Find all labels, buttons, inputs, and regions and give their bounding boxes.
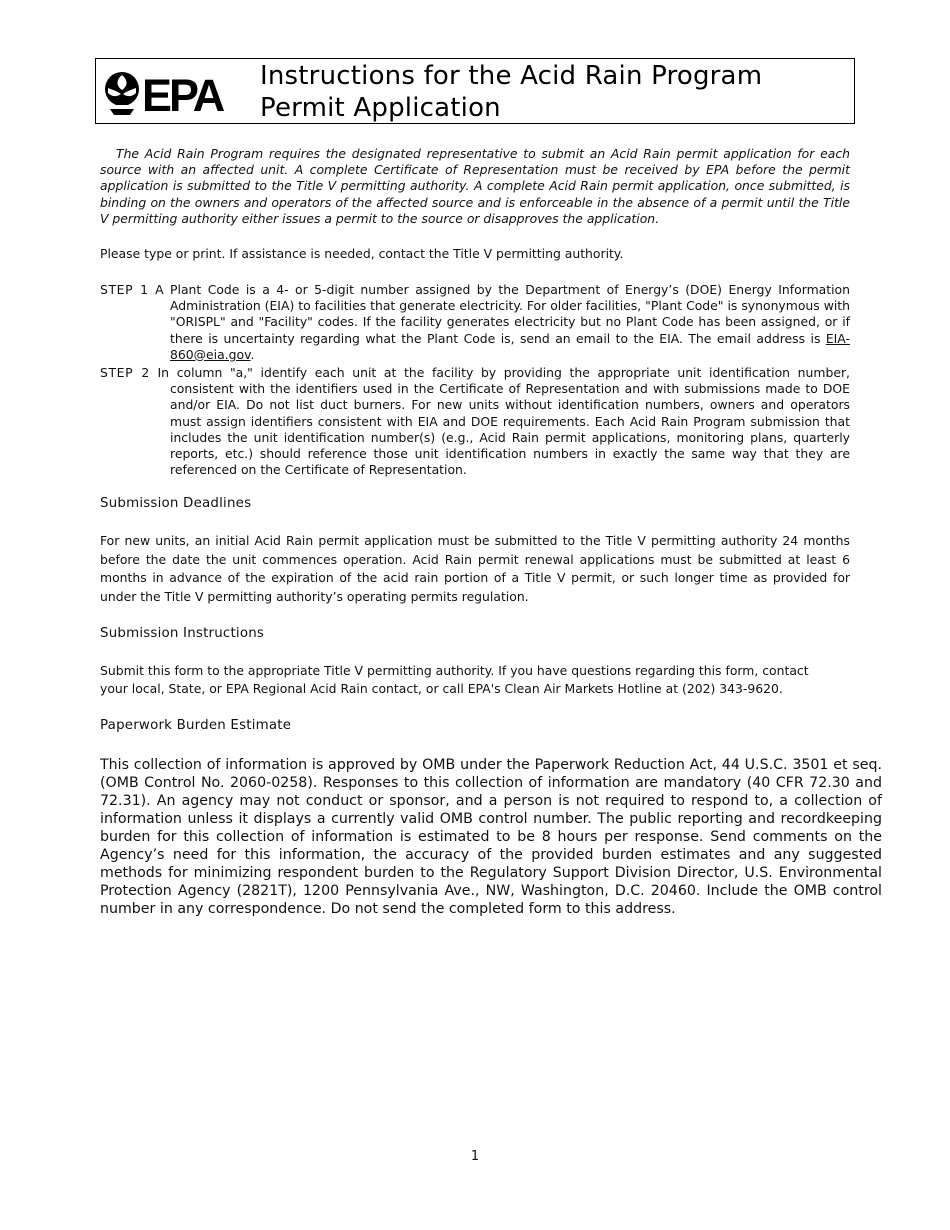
document-header [95,58,855,124]
epa-logo-text: EPA [142,70,223,115]
paperwork-burden-text: This collection of information is approved by OMB under the Paperwork Reduction Act, 44 U.S.C. 3501 et seq. (OMB Control No. 2060-0258). Responses to this collection of information are mandatory (40 CFR 72.30 and 72.31). An agency may not conduct or sponsor, and a person is not required to respond to, a collection of information unless it displays a currently valid OMB control number. The public reporting and recordkeeping burden for this collection of information is estimated to be 8 hours per response. Send comments on the Agency’s need for this information, the accuracy of the provided burden estimates and any suggested methods for minimizing respondent burden to the Regulatory Support Division Director, U.S. Environmental Protection Agency (2821T), 1200 Pennsylvania Ave., NW, Washington, D.C. 20460. Include the OMB control number in any correspondence. Do not send the completed form to this address. [100,757,882,917]
epa-logo [102,69,226,115]
step-2 [100,365,850,478]
step-1-text-end: . [250,346,255,362]
step-1-text: A Plant Code is a 4- or 5-digit number assigned by the Department of Energy’s (DOE) Energy Information Administration (EIA) to facilities that generate electricity. For older facilities, "Plant Code" is synonymous with "ORISPL" and "Facility" codes. If the facility generates electricity but no Plant Code has been assigned, or if there is uncertainty regarding what the Plant Code is, send an email to the EIA. The email address is [155,282,850,346]
submission-instructions-text: Submit this form to the appropriate Title V permitting authority. If you have questions regarding this form, contact your local, State, or EPA Regional Acid Rain contact, or call EPA's Clean Air Markets Hotline at (202) 343-9620. [100,663,809,696]
page-number: 1 [470,1149,480,1164]
step-1-label: STEP 1 [100,282,149,297]
submission-instructions-heading: Submission Instructions [100,626,265,641]
submission-deadlines-text: For new units, an initial Acid Rain permit application must be submitted to the Title V permitting authority 24 months before the date the unit commences operation. Acid Rain permit renewal applications must be submitted at least 6 months in advance of the expiration of the acid rain portion of a Title V permit, or such longer time as provided for under the Title V permitting authority’s operating permits regulation. [100,533,850,604]
title-line-2: Permit Application [260,93,501,123]
eia-email-link[interactable]: EIA-860@eia.gov [170,330,850,362]
step-2-text: In column "a," identify each unit at the facility by providing the appropriate unit identification number, consistent with the identifiers used in the Certificate of Representation and with submissions made to DOE and/or EIA. Do not list duct burners. For new units without identification numbers, owners and operators must assign identifiers consistent with EIA and DOE requirements. Each Acid Rain Program submission that includes the unit identification number(s) (e.g., Acid Rain permit applications, monitoring plans, quarterly reports, etc.) should reference those unit identification numbers in exactly the same way that they are referenced on the Certificate of Representation. [157,365,850,478]
submission-deadlines-heading: Submission Deadlines [100,496,252,511]
intro-paragraph: The Acid Rain Program requires the designated representative to submit an Acid Rain permit application for each source with an affected unit. A complete Certificate of Representation must be received by EPA before the permit application is submitted to the Title V permitting authority. A complete Acid Rain permit application, once submitted, is binding on the owners and operators of the affected source and is enforceable in the absence of a permit until the Title V permitting authority either issues a permit to the source or disapproves the application. [100,146,850,226]
step-1 [100,282,850,363]
assistance-note: Please type or print. If assistance is needed, contact the Title V permitting authority. [100,246,624,261]
epa-flower-icon [102,72,142,115]
page-title [260,60,850,124]
paperwork-burden-heading: Paperwork Burden Estimate [100,718,292,733]
step-2-label: STEP 2 [100,365,150,380]
title-line-1: Instructions for the Acid Rain Program [260,61,763,91]
